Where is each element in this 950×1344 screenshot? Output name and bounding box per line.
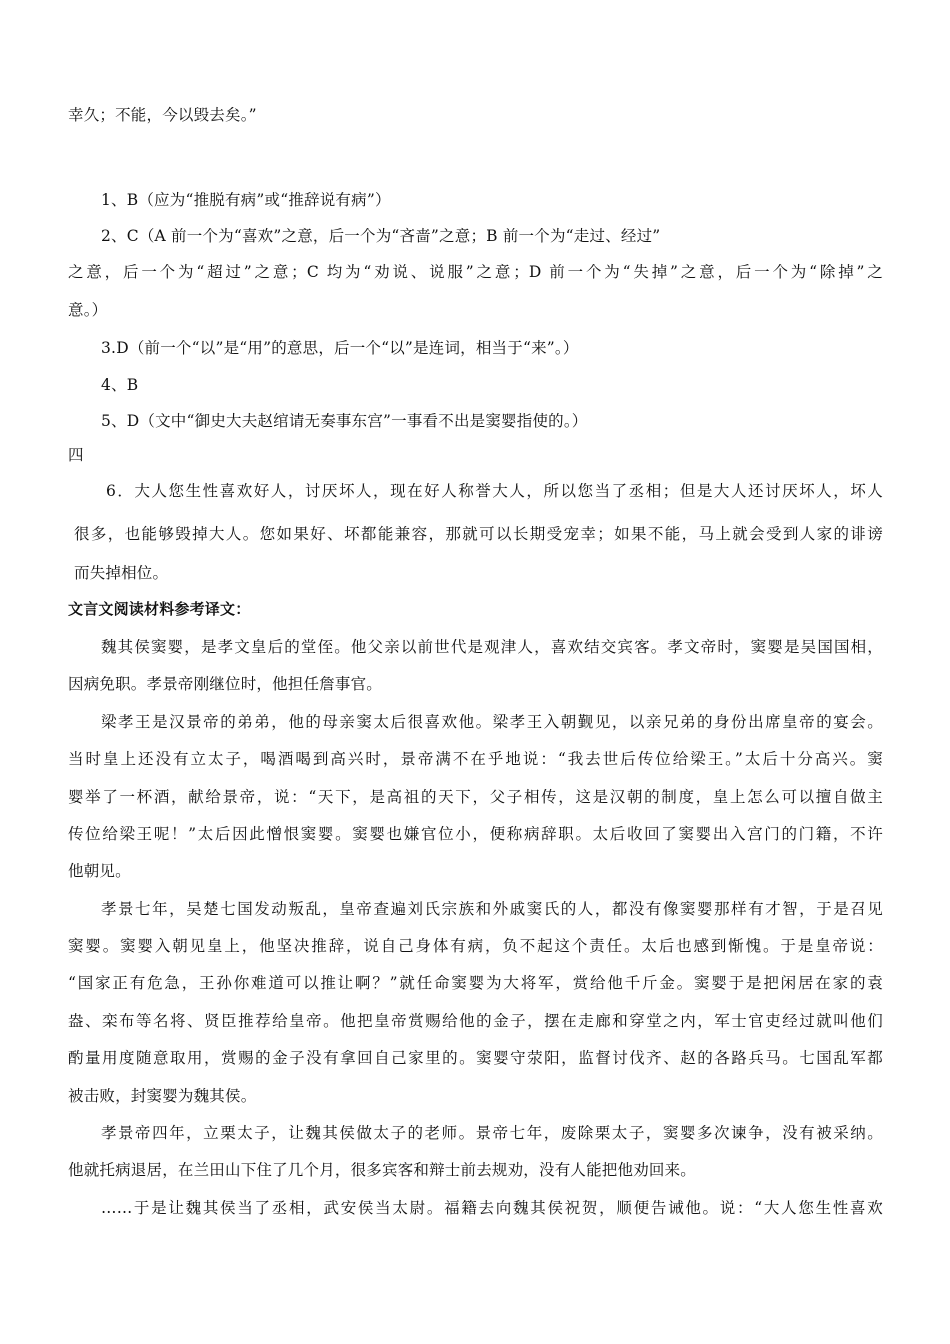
- paragraph-line: 酌量用度随意取用，赏赐的金子没有拿回自己家里的。窦婴守荥阳，监督讨伐齐、赵的各路兵马。七国乱军都: [68, 1049, 883, 1067]
- answer-2-continued: 之意，后一个为“超过”之意；C 均为“劝说、说服”之意；D 前一个为“失掉”之意，后一个为“除掉”之: [68, 263, 883, 281]
- paragraph-line: 盎、栾布等名将、贤臣推荐给皇帝。他把皇帝赏赐给他的金子，摆在走廊和穿堂之内，军士官吏经过就叫他们: [68, 1012, 883, 1030]
- translation-heading: 文言文阅读材料参考译文：: [68, 600, 251, 618]
- answer-6: 6．大人您生性喜欢好人，讨厌坏人，现在好人称誉大人，所以您当了丞相；但是大人还讨厌坏人，坏人: [106, 482, 883, 500]
- text-line: 幸久；不能，今以毁去矣。”: [68, 106, 257, 124]
- answer-5: 5、D（文中“御史大夫赵绾请无奏事东宫”一事看不出是窦婴指使的。）: [101, 412, 588, 430]
- answer-2: 2、C（A 前一个为“喜欢”之意，后一个为“吝啬”之意；B 前一个为“走过、经过”: [101, 227, 661, 245]
- answer-6-continued: 很多，也能够毁掉大人。您如果好、坏都能兼容，那就可以长期受宠幸；如果不能，马上就会受到人家的诽谤: [74, 525, 883, 543]
- paragraph-line: 被击败，封窦婴为魏其侯。: [68, 1087, 257, 1105]
- answer-4: 4、B: [101, 376, 139, 394]
- paragraph-line: 窦婴。窦婴入朝见皇上，他坚决推辞，说自己身体有病，负不起这个责任。太后也感到惭愧。于是皇帝说：: [68, 937, 883, 955]
- paragraph-line: 梁孝王是汉景帝的弟弟，他的母亲窦太后很喜欢他。梁孝王入朝觐见，以亲兄弟的身份出席皇帝的宴会。: [101, 713, 883, 731]
- answer-3: 3.D（前一个“以”是“用”的意思，后一个“以”是连词，相当于“来”。）: [101, 339, 579, 357]
- paragraph-line: 孝景帝四年，立栗太子，让魏其侯做太子的老师。景帝七年，废除栗太子，窦婴多次谏争，没有被采纳。: [101, 1124, 883, 1142]
- paragraph-line: ……于是让魏其侯当了丞相，武安侯当太尉。福籍去向魏其侯祝贺，顺便告诫他。说：“大人您生性喜欢: [101, 1199, 883, 1217]
- paragraph-line: 婴举了一杯酒，献给景帝，说：“天下，是高祖的天下，父子相传，这是汉朝的制度，皇上怎么可以擅自做主: [68, 788, 883, 806]
- paragraph-line: 传位给梁王呢！”太后因此憎恨窦婴。窦婴也嫌官位小，便称病辞职。太后收回了窦婴出入宫门的门籍，不许: [68, 825, 883, 843]
- paragraph-line: 孝景七年，吴楚七国发动叛乱，皇帝查遍刘氏宗族和外戚窦氏的人，都没有像窦婴那样有才智，于是召见: [101, 900, 883, 918]
- paragraph-line: “国家正有危急，王孙你难道可以推让啊？”就任命窦婴为大将军，赏给他千斤金。窦婴于是把闲居在家的袁: [68, 974, 883, 992]
- paragraph-line: 他就托病退居，在兰田山下住了几个月，很多宾客和辩士前去规劝，没有人能把他劝回来。: [68, 1161, 697, 1179]
- paragraph-line: 因病免职。孝景帝刚继位时，他担任詹事官。: [68, 675, 383, 693]
- paragraph-line: 当时皇上还没有立太子，喝酒喝到高兴时，景帝满不在乎地说：“我去世后传位给梁王。”太后十分高兴。窦: [68, 750, 883, 768]
- paragraph-line: 魏其侯窦婴，是孝文皇后的堂侄。他父亲以前世代是观津人，喜欢结交宾客。孝文帝时，窦婴是吴国国相，: [101, 638, 883, 656]
- answer-2-end: 意。）: [68, 301, 108, 319]
- answer-1: 1、B（应为“推脱有病”或“推辞说有病”）: [101, 191, 391, 209]
- answer-6-end: 而失掉相位。: [74, 564, 169, 582]
- section-four-heading: 四: [68, 446, 84, 464]
- paragraph-line: 他朝见。: [68, 862, 131, 880]
